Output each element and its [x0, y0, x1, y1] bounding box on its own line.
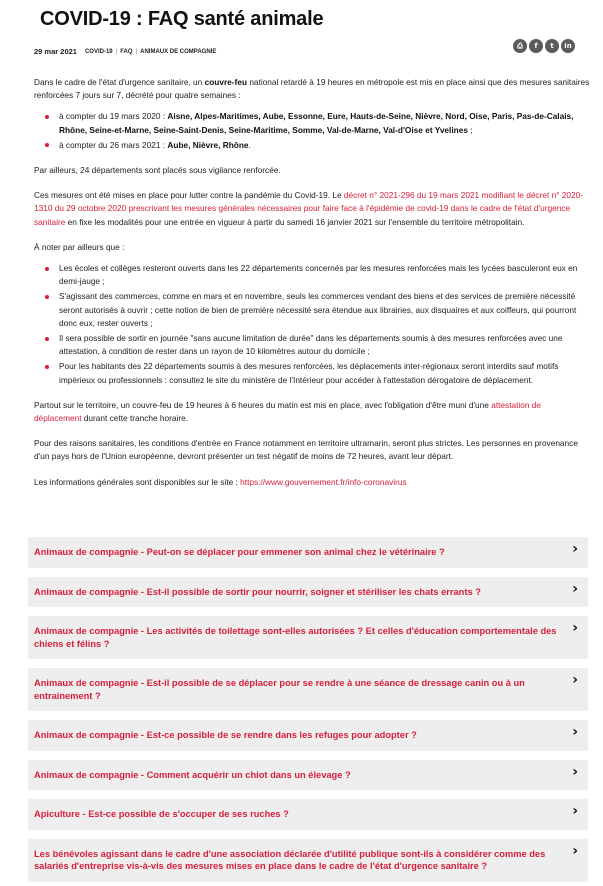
- faq-question: Animaux de compagnie - Peut-on se déplacer pour emmener son animal chez le vétérinaire ?: [34, 547, 445, 557]
- page-title: COVID-19 : FAQ santé animale: [40, 8, 324, 30]
- chevron-right-icon: ›: [572, 672, 578, 688]
- list-item: à compter du 19 mars 2020 : Aisne, Alpes-Maritimes, Aube, Essonne, Eure, Hauts-de-Seine, Nièvre, Nord, Oise, Paris, Pas-de-Calais, Rhône, Seine-et-Marne, Seine-Saint-Denis, Seine-Maritime, Somme, Val-de-Marne, Val-d'Oise et Yvelines ;: [45, 110, 590, 136]
- tag-link[interactable]: FAQ: [120, 48, 133, 55]
- gouvernement-link[interactable]: https://www.gouvernement.fr/info-coronavirus: [240, 476, 407, 487]
- notes-list: [45, 262, 590, 387]
- faq-item[interactable]: [28, 799, 588, 830]
- publish-date: 29 mar 2021: [34, 47, 77, 56]
- faq-question: Les bénévoles agissant dans le cadre d'une association déclarée d'utilité publique sont-ils à considérer comme des salariés d'entreprise vis-à-vis des mesures mises en place dans le cadre de l'état d'urgence sanitaire ?: [34, 848, 546, 871]
- date-list: [45, 110, 590, 152]
- faq-item[interactable]: [28, 839, 588, 882]
- faq-question: Animaux de compagnie - Comment acquérir un chiot dans un élevage ?: [34, 769, 351, 780]
- chevron-right-icon: ›: [572, 803, 578, 819]
- share-bar: [513, 39, 575, 53]
- list-item: à compter du 26 mars 2021 : Aube, Nièvre, Rhône.: [45, 139, 590, 152]
- list-item: Il sera possible de sortir en journée "sans aucune limitation de durée" dans les départements soumis à des mesures renforcées avec une attestation, à condition de rester dans un rayon de 10 kilomètres autour du domicile ;: [45, 332, 590, 358]
- chevron-right-icon: ›: [572, 724, 578, 740]
- article-meta: [34, 47, 216, 56]
- faq-accordion: [28, 537, 588, 886]
- tag-link[interactable]: COVID-19: [84, 48, 113, 55]
- measures-paragraph: Ces mesures ont été mises en place pour lutter contre la pandémie du Covid-19. Le décret n° 2021-296 du 19 mars 2021 modifiant le décret n° 2020-1310 du 29 octobre 2020 prescrivant les mesures générales nécessaires pour faire face à l'épidémie de covid-19 dans le cadre de l'état d'urgence sanitaire en fixe les modalités pour une entrée en vigueur à partir du samedi 16 janvier 2021 sur l'ensemble du territoire métropolitain.: [34, 190, 584, 227]
- tag-separator: |: [135, 48, 138, 55]
- list-item: Les écoles et collèges resteront ouverts dans les 22 départements concernés par les mesures renforcées mais les lycées basculeront eux en demi-jauge ;: [45, 262, 590, 288]
- tag-link[interactable]: ANIMAUX DE COMPAGNIE: [140, 48, 217, 55]
- facebook-icon[interactable]: f: [529, 39, 543, 53]
- faq-item[interactable]: [28, 577, 588, 608]
- linkedin-icon[interactable]: in: [561, 39, 575, 53]
- print-icon[interactable]: ⎙: [513, 39, 527, 53]
- faq-item[interactable]: [28, 760, 588, 791]
- faq-item[interactable]: [28, 668, 588, 711]
- chevron-right-icon: ›: [572, 541, 578, 557]
- faq-item[interactable]: [28, 720, 588, 751]
- faq-item[interactable]: [28, 537, 588, 568]
- vigilance-paragraph: Par ailleurs, 24 départements sont placés sous vigilance renforcée.: [34, 165, 281, 176]
- chevron-right-icon: ›: [572, 763, 578, 780]
- faq-question: Animaux de compagnie - Les activités de toilettage sont-elles autorisées ? Et celles d'éducation comportementale des chiens et félins ?: [34, 626, 557, 649]
- faq-question: Apiculture - Est-ce possible de s'occuper de ses ruches ?: [34, 809, 289, 819]
- info-paragraph: Les informations générales sont disponibles sur le site : https://www.gouvernement.fr/info-coronavirus: [34, 476, 407, 487]
- note-heading: À noter par ailleurs que :: [34, 241, 125, 252]
- faq-question: Animaux de compagnie - Est-ce possible de se rendre dans les refuges pour adopter ?: [34, 730, 417, 740]
- faq-question: Animaux de compagnie - Est-il possible de se déplacer pour se rendre à une séance de dressage canin ou à un entrainement ?: [34, 678, 525, 701]
- chevron-right-icon: ›: [572, 620, 578, 636]
- chevron-right-icon: ›: [572, 842, 578, 859]
- list-item: Pour les habitants des 22 départements soumis à des mesures renforcées, les déplacements inter-régionaux seront interdits sauf motifs impérieux ou professionnels : consultez le site du ministère de l'Intérieur pour accéder à l'attestation dérogatoire de déplacement.: [45, 360, 590, 386]
- tag-separator: |: [115, 48, 118, 55]
- twitter-icon[interactable]: t: [545, 39, 559, 53]
- travel-paragraph: Pour des raisons sanitaires, les conditions d'entrée en France notamment en territoire ultramarin, seront plus strictes. Les personnes en provenance d'un pays hors de l'Union européenne, devront présenter un test négatif de moins de 72 heures, avant leur départ.: [34, 438, 578, 462]
- decree-link[interactable]: décret n° 2021-296 du 19 mars 2021 modifiant le décret n° 2020-1310 du 29 octobre 2020 prescrivant les mesures générales nécessaires pour faire face à l'épidémie de covid-19 dans le cadre de l'état d'urgence sanitaire: [34, 190, 584, 227]
- intro-paragraph: Dans le cadre de l'état d'urgence sanitaire, un couvre-feu national retardé à 19 heures en métropole est mis en place ainsi que des mesures sanitaires renforcées 7 jours sur 7, décrété pour quatre semaines :: [34, 77, 590, 101]
- article-body: [34, 76, 590, 501]
- faq-question: Animaux de compagnie - Est-il possible de sortir pour nourrir, soigner et stériliser les chats errants ?: [34, 586, 481, 597]
- attestation-link[interactable]: attestation de déplacement: [34, 399, 542, 424]
- curfew-paragraph: Partout sur le territoire, un couvre-feu de 19 heures à 6 heures du matin est mis en place, avec l'obligation d'être muni d'une attestation de déplacement durant cette tranche horaire.: [34, 399, 542, 424]
- list-item: S'agissant des commerces, comme en mars et en novembre, seuls les commerces vendant des biens et des services de première nécessité seront autorisés à ouvrir ; cette notion de bien de première nécessité sera étendue aux librairies, aux disquaires et aux coiffeurs, qui pourront donc eux, rester ouverts ;: [45, 290, 590, 330]
- chevron-right-icon: ›: [572, 580, 578, 597]
- faq-item[interactable]: [28, 616, 588, 659]
